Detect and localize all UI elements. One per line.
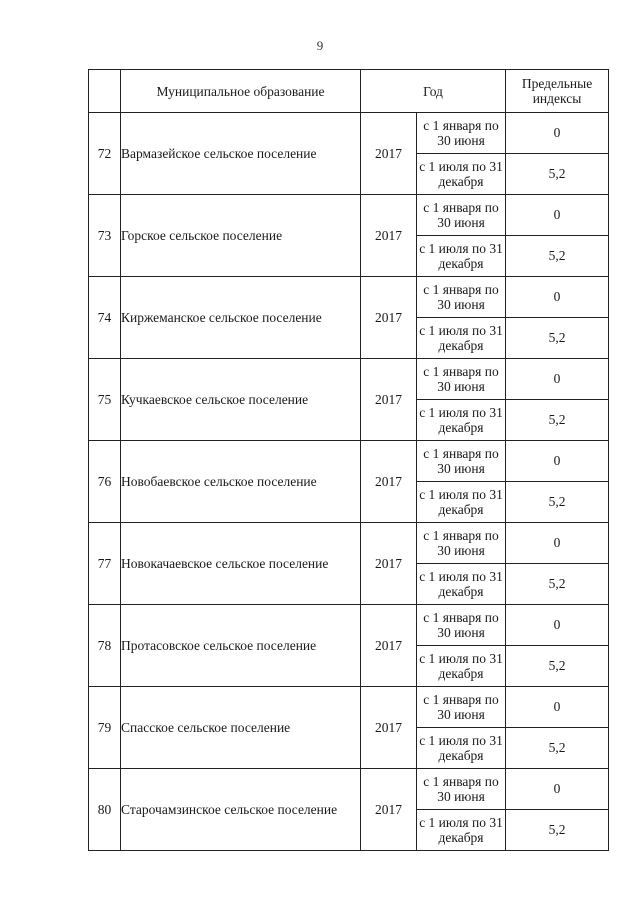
index-second-half: 5,2 (506, 810, 609, 851)
index-second-half: 5,2 (506, 564, 609, 605)
row-year: 2017 (361, 441, 417, 523)
period-second-half: с 1 июля по 31 декабря (417, 810, 506, 851)
row-year: 2017 (361, 113, 417, 195)
period-first-half: с 1 января по 30 июня (417, 687, 506, 728)
table-row (89, 359, 609, 400)
index-first-half: 0 (506, 605, 609, 646)
table-row (89, 277, 609, 318)
table-row (89, 687, 609, 728)
header-index: Предельные индексы (506, 70, 609, 113)
period-second-half: с 1 июля по 31 декабря (417, 154, 506, 195)
row-number: 78 (89, 605, 121, 687)
period-first-half: с 1 января по 30 июня (417, 769, 506, 810)
row-number: 75 (89, 359, 121, 441)
table-body (89, 113, 609, 851)
municipality-name: Спасское сельское поселение (121, 687, 361, 769)
period-first-half: с 1 января по 30 июня (417, 277, 506, 318)
table-row (89, 605, 609, 646)
index-second-half: 5,2 (506, 236, 609, 277)
municipality-name: Вармазейское сельское поселение (121, 113, 361, 195)
period-second-half: с 1 июля по 31 декабря (417, 482, 506, 523)
indices-table (88, 69, 609, 851)
period-first-half: с 1 января по 30 июня (417, 195, 506, 236)
municipality-name: Горское сельское поселение (121, 195, 361, 277)
municipality-name: Протасовское сельское поселение (121, 605, 361, 687)
index-first-half: 0 (506, 523, 609, 564)
table-header (89, 70, 609, 113)
index-second-half: 5,2 (506, 482, 609, 523)
table-row (89, 523, 609, 564)
period-first-half: с 1 января по 30 июня (417, 441, 506, 482)
page-number: 9 (316, 38, 324, 53)
period-first-half: с 1 января по 30 июня (417, 359, 506, 400)
table-row (89, 769, 609, 810)
period-first-half: с 1 января по 30 июня (417, 523, 506, 564)
index-second-half: 5,2 (506, 728, 609, 769)
header-year: Год (361, 70, 506, 113)
row-year: 2017 (361, 769, 417, 851)
period-first-half: с 1 января по 30 июня (417, 605, 506, 646)
table-row (89, 195, 609, 236)
row-number: 79 (89, 687, 121, 769)
row-number: 74 (89, 277, 121, 359)
index-first-half: 0 (506, 277, 609, 318)
index-first-half: 0 (506, 359, 609, 400)
index-second-half: 5,2 (506, 400, 609, 441)
period-second-half: с 1 июля по 31 декабря (417, 318, 506, 359)
row-year: 2017 (361, 605, 417, 687)
municipality-name: Новобаевское сельское поселение (121, 441, 361, 523)
row-year: 2017 (361, 277, 417, 359)
index-first-half: 0 (506, 441, 609, 482)
index-first-half: 0 (506, 195, 609, 236)
row-year: 2017 (361, 687, 417, 769)
period-first-half: с 1 января по 30 июня (417, 113, 506, 154)
period-second-half: с 1 июля по 31 декабря (417, 400, 506, 441)
row-year: 2017 (361, 359, 417, 441)
header-row (89, 70, 609, 113)
index-first-half: 0 (506, 769, 609, 810)
row-number: 77 (89, 523, 121, 605)
period-second-half: с 1 июля по 31 декабря (417, 728, 506, 769)
municipality-name: Киржеманское сельское поселение (121, 277, 361, 359)
municipality-name: Новокачаевское сельское поселение (121, 523, 361, 605)
row-number: 76 (89, 441, 121, 523)
row-number: 72 (89, 113, 121, 195)
table-row (89, 441, 609, 482)
period-second-half: с 1 июля по 31 декабря (417, 236, 506, 277)
header-municipality: Муниципальное образование (121, 70, 361, 113)
index-first-half: 0 (506, 113, 609, 154)
period-second-half: с 1 июля по 31 декабря (417, 646, 506, 687)
municipality-name: Старочамзинское сельское поселение (121, 769, 361, 851)
municipality-name: Кучкаевское сельское поселение (121, 359, 361, 441)
row-year: 2017 (361, 195, 417, 277)
index-second-half: 5,2 (506, 646, 609, 687)
row-number: 80 (89, 769, 121, 851)
index-second-half: 5,2 (506, 154, 609, 195)
table-row (89, 113, 609, 154)
header-number (89, 70, 121, 113)
index-second-half: 5,2 (506, 318, 609, 359)
row-year: 2017 (361, 523, 417, 605)
index-first-half: 0 (506, 687, 609, 728)
row-number: 73 (89, 195, 121, 277)
period-second-half: с 1 июля по 31 декабря (417, 564, 506, 605)
